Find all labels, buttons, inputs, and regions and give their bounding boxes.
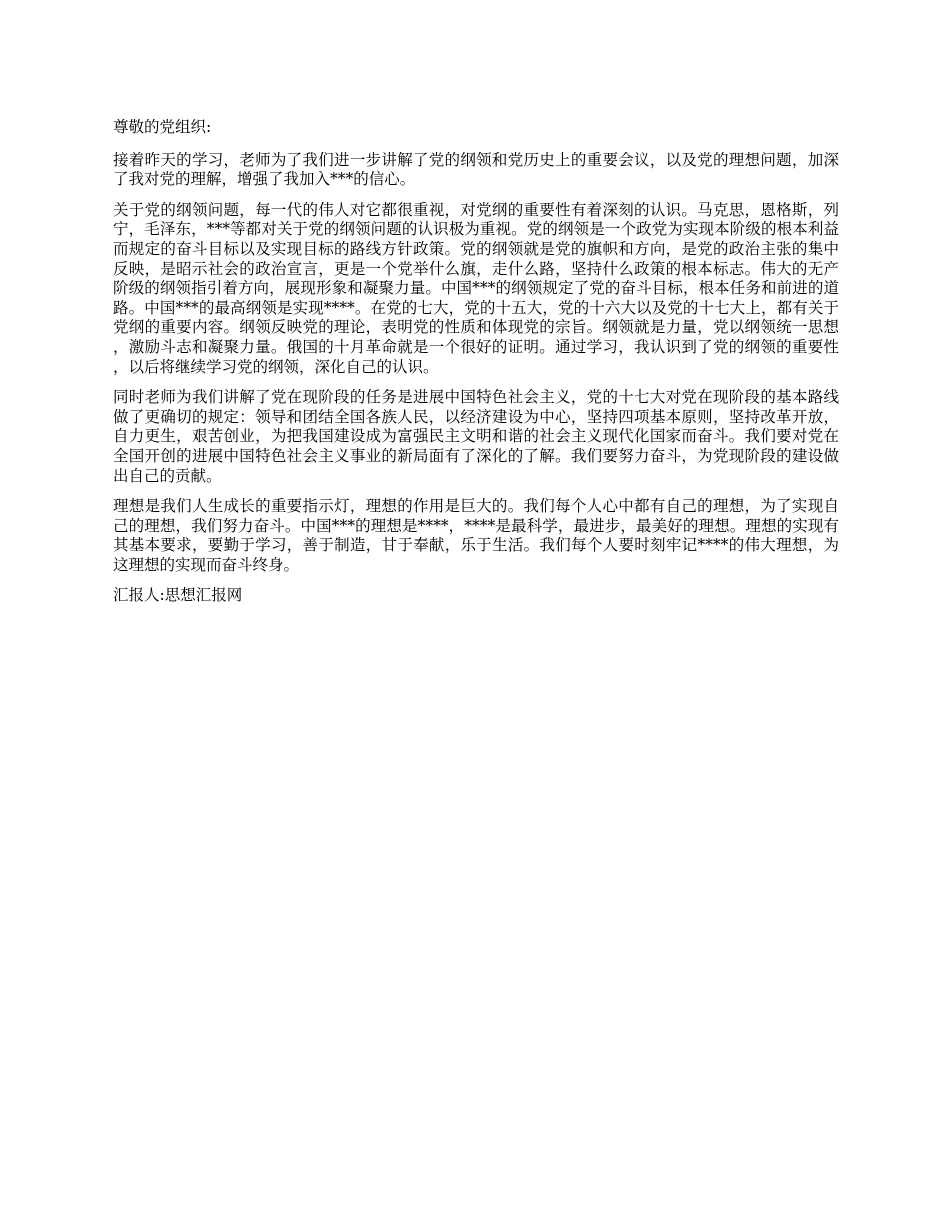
paragraph-intro: 接着昨天的学习，老师为了我们进一步讲解了党的纲领和党历史上的重要会议，以及党的理想问题，加深了我对党的理解，增强了我加入***的信心。 bbox=[113, 150, 839, 189]
paragraph-current-tasks: 同时老师为我们讲解了党在现阶段的任务是进展中国特色社会主义，党的十七大对党在现阶段的基本路线做了更确切的规定：领导和团结全国各族人民，以经济建设为中心，坚持四项基本原则，坚持改革开放，自力更生，艰苦创业，为把我国建设成为富强民主文明和谐的社会主义现代化国家而奋斗。我们要对党在全国开创的进展中国特色社会主义事业的新局面有了深化的了解。我们要努力奋斗，为党现阶段的建设做出自己的贡献。 bbox=[113, 388, 839, 485]
signature: 汇报人:思想汇报网 bbox=[113, 586, 243, 605]
paragraph-party-program: 关于党的纲领问题，每一代的伟人对它都很重视，对党纲的重要性有着深刻的认识。马克思，恩格斯，列宁，毛泽东，***等都对关于党的纲领问题的认识极为重视。党的纲领是一个政党为实现本阶级的根本利益而规定的奋斗目标以及实现目标的路线方针政策。党的纲领就是党的旗帜和方向，是党的政治主张的集中反映，是昭示社会的政治宣言，更是一个党举什么旗，走什么路，坚持什么政策的根本标志。伟大的无产阶级的纲领指引着方向，展现形象和凝聚力量。中国***的纲领规定了党的奋斗目标，根本任务和前进的道路。中国***的最高纲领是实现****。在党的七大，党的十五大，党的十六大以及党的十七大上，都有关于党纲的重要内容。纲领反映党的理论，表明党的性质和体现党的宗旨。纲领就是力量，党以纲领统一思想，激励斗志和凝聚力量。俄国的十月革命就是一个很好的证明。通过学习，我认识到了党的纲领的重要性，以后将继续学习党的纲领，深化自己的认识。 bbox=[113, 200, 839, 376]
paragraph-ideals: 理想是我们人生成长的重要指示灯，理想的作用是巨大的。我们每个人心中都有自己的理想，为了实现自己的理想，我们努力奋斗。中国***的理想是****，****是最科学，最进步，最美好的理想。理想的实现有其基本要求，要勤于学习，善于制造，甘于奉献，乐于生活。我们每个人要时刻牢记****的伟大理想，为这理想的实现而奋斗终身。 bbox=[113, 497, 839, 574]
salutation: 尊敬的党组织: bbox=[113, 118, 212, 136]
document-body bbox=[113, 118, 839, 617]
